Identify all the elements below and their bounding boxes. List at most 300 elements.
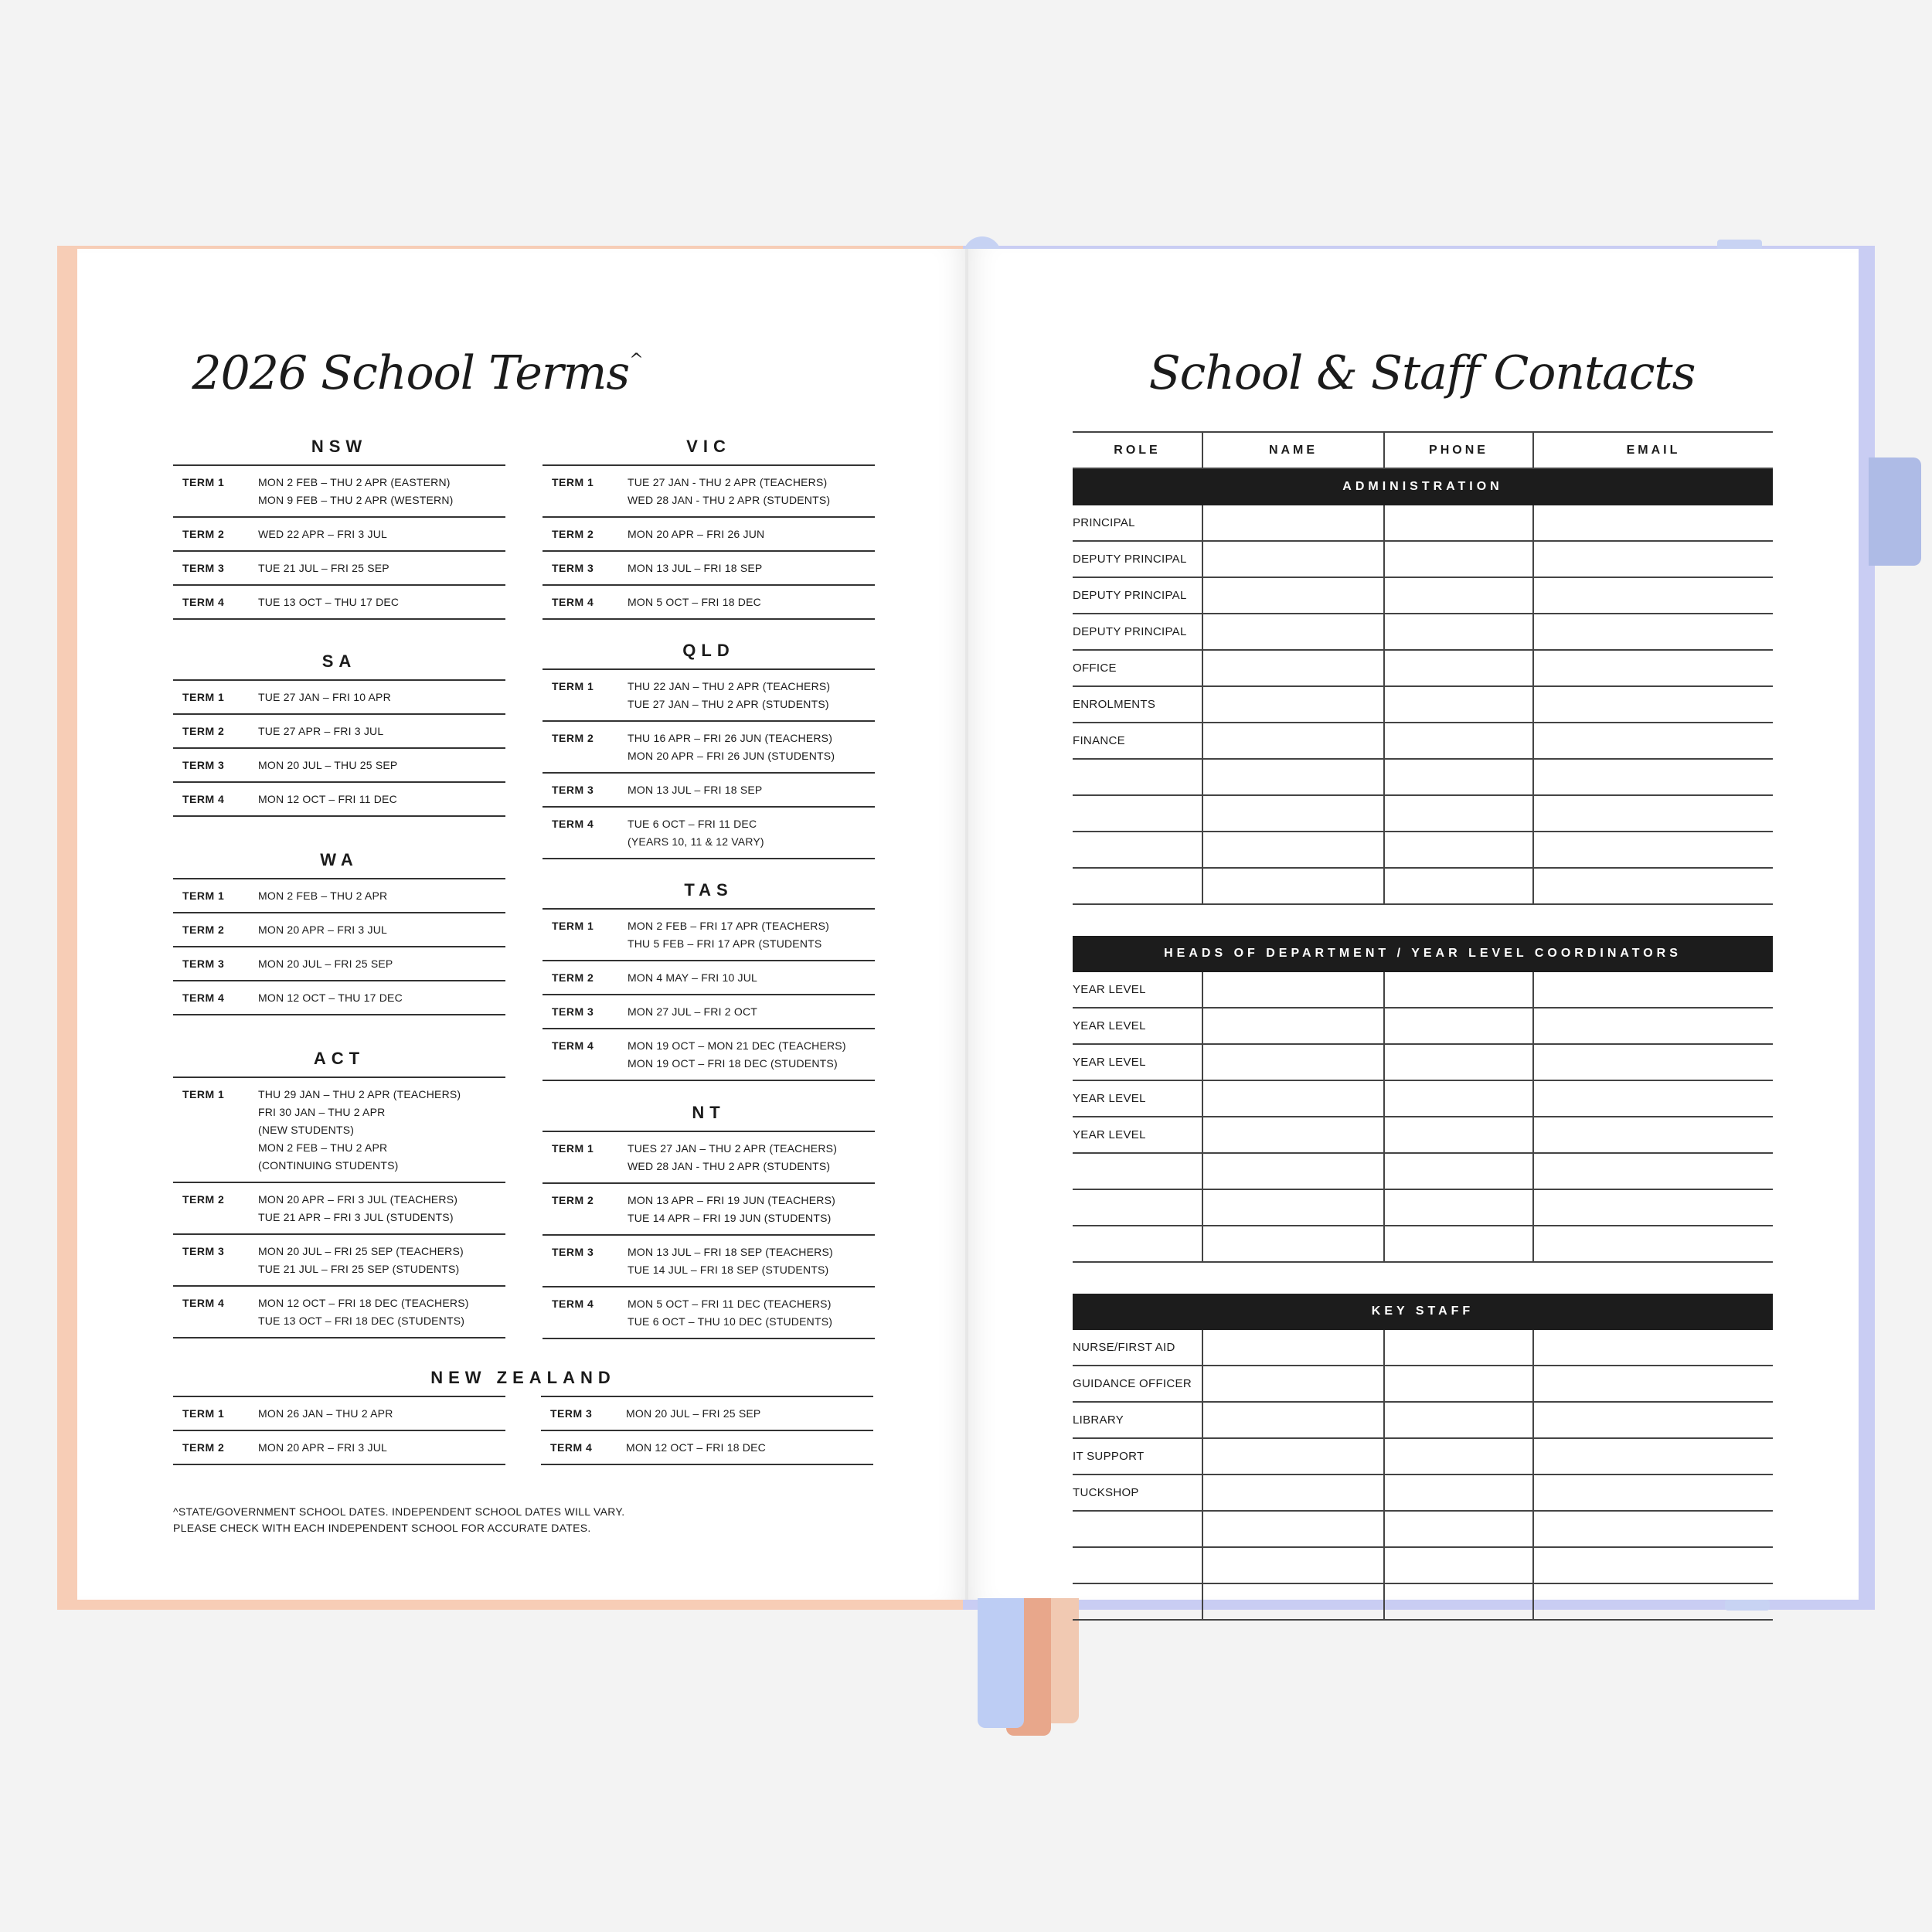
term-date-line: TUE 21 JUL – FRI 25 SEP <box>258 562 389 574</box>
group-band <box>1073 468 1773 505</box>
nz-terms-left <box>173 1396 505 1465</box>
email-cell[interactable] <box>1533 1547 1773 1583</box>
email-cell[interactable] <box>1533 759 1773 795</box>
term-date-line: (YEARS 10, 11 & 12 VARY) <box>628 835 764 848</box>
phone-cell[interactable] <box>1384 1044 1533 1080</box>
term-label: TERM 1 <box>552 920 594 932</box>
name-cell[interactable] <box>1202 505 1384 541</box>
term-date-line: TUE 14 JUL – FRI 18 SEP (STUDENTS) <box>628 1264 829 1276</box>
term-row <box>543 586 875 620</box>
term-row <box>543 1184 875 1236</box>
term-row <box>543 670 875 722</box>
term-date-line: TUE 27 JAN – FRI 10 APR <box>258 691 391 703</box>
term-date-line: TUE 21 APR – FRI 3 JUL (STUDENTS) <box>258 1211 454 1223</box>
term-label: TERM 3 <box>182 562 225 574</box>
term-label: TERM 2 <box>182 1193 225 1206</box>
term-date-line: MON 20 JUL – THU 25 SEP <box>258 759 398 771</box>
term-label: TERM 3 <box>552 1246 594 1258</box>
email-cell[interactable] <box>1533 1044 1773 1080</box>
term-label: TERM 4 <box>552 818 594 830</box>
term-dates <box>628 594 875 611</box>
term-dates <box>258 989 505 1007</box>
term-row <box>543 808 875 859</box>
term-date-line: MON 13 JUL – FRI 18 SEP <box>628 784 763 796</box>
email-cell[interactable] <box>1533 686 1773 723</box>
term-dates <box>628 781 875 799</box>
term-date-line: THU 16 APR – FRI 26 JUN (TEACHERS) <box>628 732 833 744</box>
role-cell: YEAR LEVEL <box>1073 1080 1202 1117</box>
role-cell <box>1073 868 1202 904</box>
contact-row <box>1073 1438 1773 1475</box>
section-heading: ACT <box>173 1049 505 1078</box>
term-dates <box>628 730 875 765</box>
contact-row <box>1073 1153 1773 1189</box>
page-tab[interactable] <box>1869 457 1921 566</box>
term-dates <box>628 1003 875 1021</box>
role-cell <box>1073 1511 1202 1547</box>
email-cell[interactable] <box>1533 614 1773 650</box>
phone-cell[interactable] <box>1384 1080 1533 1117</box>
term-label: TERM 4 <box>552 1298 594 1310</box>
term-date-line: MON 19 OCT – MON 21 DEC (TEACHERS) <box>628 1039 846 1052</box>
name-cell[interactable] <box>1202 1226 1384 1262</box>
column-header-role: ROLE <box>1073 432 1202 468</box>
term-date-line: MON 2 FEB – THU 2 APR <box>258 889 388 902</box>
term-date-line: MON 26 JAN – THU 2 APR <box>258 1407 393 1420</box>
name-cell[interactable] <box>1202 1366 1384 1402</box>
term-dates <box>628 969 875 987</box>
phone-cell[interactable] <box>1384 1366 1533 1402</box>
name-cell[interactable] <box>1202 577 1384 614</box>
term-label: TERM 1 <box>182 889 225 902</box>
group-heading: HEADS OF DEPARTMENT / YEAR LEVEL COORDINATORS <box>1073 936 1773 971</box>
term-label: TERM 2 <box>552 528 594 540</box>
term-row <box>173 947 505 981</box>
term-row <box>543 910 875 961</box>
footnote-line: PLEASE CHECK WITH EACH INDEPENDENT SCHOOL FOR ACCURATE DATES. <box>173 1522 591 1534</box>
term-date-line: TUE 27 APR – FRI 3 JUL <box>258 725 384 737</box>
name-cell[interactable] <box>1202 868 1384 904</box>
phone-cell[interactable] <box>1384 1117 1533 1153</box>
term-dates <box>258 1405 505 1423</box>
role-cell: YEAR LEVEL <box>1073 1044 1202 1080</box>
term-label: TERM 2 <box>182 528 225 540</box>
term-dates <box>258 955 505 973</box>
email-cell[interactable] <box>1533 1583 1773 1620</box>
contact-row <box>1073 971 1773 1008</box>
group-spacer <box>1073 1262 1773 1294</box>
term-date-line: MON 20 APR – FRI 3 JUL <box>258 923 388 936</box>
name-cell[interactable] <box>1202 971 1384 1008</box>
term-dates <box>626 1405 873 1423</box>
name-cell[interactable] <box>1202 1438 1384 1475</box>
role-cell: FINANCE <box>1073 723 1202 759</box>
name-cell[interactable] <box>1202 1189 1384 1226</box>
name-cell[interactable] <box>1202 614 1384 650</box>
spine <box>965 249 968 1600</box>
term-date-line: (CONTINUING STUDENTS) <box>258 1159 399 1172</box>
role-cell: DEPUTY PRINCIPAL <box>1073 577 1202 614</box>
phone-cell[interactable] <box>1384 614 1533 650</box>
name-cell[interactable] <box>1202 1511 1384 1547</box>
email-cell[interactable] <box>1533 1438 1773 1475</box>
term-date-line: MON 12 OCT – FRI 18 DEC (TEACHERS) <box>258 1297 469 1309</box>
term-row <box>173 681 505 715</box>
term-date-line: TUE 21 JUL – FRI 25 SEP (STUDENTS) <box>258 1263 460 1275</box>
term-label: TERM 3 <box>550 1407 593 1420</box>
contact-row <box>1073 1117 1773 1153</box>
term-dates <box>628 917 875 953</box>
term-label: TERM 3 <box>552 784 594 796</box>
name-cell[interactable] <box>1202 759 1384 795</box>
phone-cell[interactable] <box>1384 1226 1533 1262</box>
term-label: TERM 1 <box>182 476 225 488</box>
contact-row <box>1073 1080 1773 1117</box>
email-cell[interactable] <box>1533 505 1773 541</box>
term-date-line: MON 4 MAY – FRI 10 JUL <box>628 971 758 984</box>
term-label: TERM 3 <box>182 1245 225 1257</box>
term-label: TERM 4 <box>182 596 225 608</box>
spacer-cell <box>1073 904 1773 936</box>
term-date-line: MON 20 JUL – FRI 25 SEP (TEACHERS) <box>258 1245 464 1257</box>
term-row <box>173 1287 505 1338</box>
name-cell[interactable] <box>1202 1402 1384 1438</box>
term-label: TERM 2 <box>182 923 225 936</box>
qld-terms <box>543 641 875 859</box>
phone-cell[interactable] <box>1384 759 1533 795</box>
role-cell: LIBRARY <box>1073 1402 1202 1438</box>
term-dates <box>628 474 875 509</box>
term-row <box>173 1235 505 1287</box>
role-cell: NURSE/FIRST AID <box>1073 1329 1202 1366</box>
phone-cell[interactable] <box>1384 1438 1533 1475</box>
term-date-line: MON 27 JUL – FRI 2 OCT <box>628 1005 758 1018</box>
name-cell[interactable] <box>1202 795 1384 832</box>
term-row <box>543 995 875 1029</box>
term-date-line: MON 12 OCT – FRI 11 DEC <box>258 793 397 805</box>
term-dates <box>628 1243 875 1279</box>
email-cell[interactable] <box>1533 795 1773 832</box>
phone-cell[interactable] <box>1384 1511 1533 1547</box>
term-date-line: MON 13 JUL – FRI 18 SEP <box>628 562 763 574</box>
term-row <box>173 1078 505 1183</box>
email-cell[interactable] <box>1533 723 1773 759</box>
group-band <box>1073 1294 1773 1329</box>
term-date-line: MON 13 JUL – FRI 18 SEP (TEACHERS) <box>628 1246 833 1258</box>
section-heading: NT <box>543 1103 875 1132</box>
role-cell: DEPUTY PRINCIPAL <box>1073 614 1202 650</box>
term-date-line: WED 28 JAN - THU 2 APR (STUDENTS) <box>628 1160 831 1172</box>
name-cell[interactable] <box>1202 1153 1384 1189</box>
contact-row <box>1073 650 1773 686</box>
term-row <box>541 1397 873 1431</box>
contact-row <box>1073 1189 1773 1226</box>
term-label: TERM 1 <box>182 691 225 703</box>
column-header-email: EMAIL <box>1533 432 1773 468</box>
email-cell[interactable] <box>1533 1117 1773 1153</box>
term-label: TERM 3 <box>552 562 594 574</box>
email-cell[interactable] <box>1533 868 1773 904</box>
phone-cell[interactable] <box>1384 1475 1533 1511</box>
name-cell[interactable] <box>1202 1080 1384 1117</box>
role-cell <box>1073 1189 1202 1226</box>
term-date-line: MON 2 FEB – FRI 17 APR (TEACHERS) <box>628 920 829 932</box>
term-dates <box>258 1191 505 1226</box>
email-cell[interactable] <box>1533 1366 1773 1402</box>
name-cell[interactable] <box>1202 723 1384 759</box>
group-spacer <box>1073 904 1773 936</box>
term-dates <box>628 1140 875 1175</box>
term-row <box>173 913 505 947</box>
phone-cell[interactable] <box>1384 795 1533 832</box>
contact-row <box>1073 1475 1773 1511</box>
role-cell: PRINCIPAL <box>1073 505 1202 541</box>
role-cell <box>1073 1226 1202 1262</box>
phone-cell[interactable] <box>1384 868 1533 904</box>
name-cell[interactable] <box>1202 832 1384 868</box>
contact-row <box>1073 1044 1773 1080</box>
term-label: TERM 1 <box>552 1142 594 1155</box>
term-date-line: TUE 6 OCT – FRI 11 DEC <box>628 818 757 830</box>
term-date-line: TUE 13 OCT – FRI 18 DEC (STUDENTS) <box>258 1315 465 1327</box>
term-date-line: THU 29 JAN – THU 2 APR (TEACHERS) <box>258 1088 461 1100</box>
contact-row <box>1073 795 1773 832</box>
name-cell[interactable] <box>1202 1547 1384 1583</box>
contact-row <box>1073 541 1773 577</box>
term-row <box>173 749 505 783</box>
group-heading: ADMINISTRATION <box>1073 468 1773 505</box>
phone-cell[interactable] <box>1384 686 1533 723</box>
term-label: TERM 2 <box>182 725 225 737</box>
term-label: TERM 4 <box>182 992 225 1004</box>
term-label: TERM 2 <box>552 732 594 744</box>
term-dates <box>626 1439 873 1457</box>
term-dates <box>628 678 875 713</box>
phone-cell[interactable] <box>1384 577 1533 614</box>
term-dates <box>258 723 505 740</box>
name-cell[interactable] <box>1202 650 1384 686</box>
email-cell[interactable] <box>1533 1153 1773 1189</box>
term-dates <box>258 921 505 939</box>
term-dates <box>258 474 505 509</box>
phone-cell[interactable] <box>1384 1153 1533 1189</box>
term-row <box>173 783 505 817</box>
contact-row <box>1073 1008 1773 1044</box>
term-date-line: MON 20 JUL – FRI 25 SEP <box>258 957 393 970</box>
contact-row <box>1073 1329 1773 1366</box>
role-cell <box>1073 832 1202 868</box>
phone-cell[interactable] <box>1384 1329 1533 1366</box>
term-label: TERM 4 <box>182 1297 225 1309</box>
name-cell[interactable] <box>1202 686 1384 723</box>
email-cell[interactable] <box>1533 650 1773 686</box>
contact-row <box>1073 759 1773 795</box>
footnote-line: ^STATE/GOVERNMENT SCHOOL DATES. INDEPENDENT SCHOOL DATES WILL VARY. <box>173 1505 625 1518</box>
email-cell[interactable] <box>1533 971 1773 1008</box>
column-header-name: NAME <box>1202 432 1384 468</box>
term-row <box>173 879 505 913</box>
phone-cell[interactable] <box>1384 832 1533 868</box>
section-heading: VIC <box>543 437 875 466</box>
ribbon-bookmark-blue[interactable] <box>978 1598 1024 1728</box>
role-cell: ENROLMENTS <box>1073 686 1202 723</box>
role-cell <box>1073 795 1202 832</box>
term-row <box>543 518 875 552</box>
term-row <box>541 1431 873 1465</box>
role-cell: DEPUTY PRINCIPAL <box>1073 541 1202 577</box>
role-cell: YEAR LEVEL <box>1073 1008 1202 1044</box>
term-dates <box>258 1439 505 1457</box>
email-cell[interactable] <box>1533 541 1773 577</box>
email-cell[interactable] <box>1533 1511 1773 1547</box>
term-dates <box>258 887 505 905</box>
term-date-line: WED 22 APR – FRI 3 JUL <box>258 528 388 540</box>
term-date-line: THU 22 JAN – THU 2 APR (TEACHERS) <box>628 680 831 692</box>
term-row <box>543 552 875 586</box>
contact-row <box>1073 577 1773 614</box>
term-label: TERM 1 <box>182 1407 225 1420</box>
term-dates <box>628 526 875 543</box>
term-date-line: MON 20 APR – FRI 26 JUN (STUDENTS) <box>628 750 835 762</box>
section-heading: WA <box>173 850 505 879</box>
term-row <box>543 1236 875 1287</box>
term-label: TERM 1 <box>182 1088 225 1100</box>
term-dates <box>258 689 505 706</box>
column-header-phone: PHONE <box>1384 432 1533 468</box>
wa-terms <box>173 850 505 1015</box>
sa-terms <box>173 651 505 817</box>
role-cell: YEAR LEVEL <box>1073 1117 1202 1153</box>
contact-row <box>1073 723 1773 759</box>
term-date-line: TUE 6 OCT – THU 10 DEC (STUDENTS) <box>628 1315 833 1328</box>
phone-cell[interactable] <box>1384 723 1533 759</box>
role-cell <box>1073 1547 1202 1583</box>
term-date-line: MON 2 FEB – THU 2 APR <box>258 1141 388 1154</box>
term-row <box>173 1183 505 1235</box>
email-cell[interactable] <box>1533 832 1773 868</box>
term-label: TERM 4 <box>552 1039 594 1052</box>
email-cell[interactable] <box>1533 1226 1773 1262</box>
term-date-line: MON 19 OCT – FRI 18 DEC (STUDENTS) <box>628 1057 838 1070</box>
term-date-line: MON 13 APR – FRI 19 JUN (TEACHERS) <box>628 1194 835 1206</box>
section-heading: SA <box>173 651 505 681</box>
section-heading: NEW ZEALAND <box>430 1368 616 1387</box>
phone-cell[interactable] <box>1384 1547 1533 1583</box>
term-row <box>543 722 875 774</box>
term-date-line: MON 2 FEB – THU 2 APR (EASTERN) <box>258 476 451 488</box>
term-date-line: MON 9 FEB – THU 2 APR (WESTERN) <box>258 494 454 506</box>
term-label: TERM 2 <box>182 1441 225 1454</box>
contacts-table <box>1073 431 1773 1621</box>
term-date-line: WED 28 JAN - THU 2 APR (STUDENTS) <box>628 494 831 506</box>
term-row <box>543 1287 875 1339</box>
email-cell[interactable] <box>1533 1080 1773 1117</box>
new-zealand-terms <box>173 1368 873 1465</box>
email-cell[interactable] <box>1533 1475 1773 1511</box>
email-cell[interactable] <box>1533 1189 1773 1226</box>
term-label: TERM 2 <box>552 971 594 984</box>
phone-cell[interactable] <box>1384 505 1533 541</box>
term-row <box>543 961 875 995</box>
role-cell: IT SUPPORT <box>1073 1438 1202 1475</box>
term-date-line: MON 5 OCT – FRI 11 DEC (TEACHERS) <box>628 1298 832 1310</box>
role-cell: GUIDANCE OFFICER <box>1073 1366 1202 1402</box>
email-cell[interactable] <box>1533 1329 1773 1366</box>
term-dates <box>628 1192 875 1227</box>
term-label: TERM 4 <box>550 1441 593 1454</box>
term-dates <box>258 594 505 611</box>
spacer-cell <box>1073 1262 1773 1294</box>
nsw-terms <box>173 437 505 620</box>
email-cell[interactable] <box>1533 1008 1773 1044</box>
term-row <box>173 518 505 552</box>
phone-cell[interactable] <box>1384 1008 1533 1044</box>
contact-row <box>1073 1366 1773 1402</box>
term-date-line: MON 12 OCT – THU 17 DEC <box>258 992 403 1004</box>
nt-terms <box>543 1103 875 1339</box>
section-heading: QLD <box>543 641 875 670</box>
term-dates <box>258 526 505 543</box>
term-label: TERM 1 <box>552 476 594 488</box>
term-date-line: (NEW STUDENTS) <box>258 1124 355 1136</box>
name-cell[interactable] <box>1202 1475 1384 1511</box>
phone-cell[interactable] <box>1384 650 1533 686</box>
vic-terms <box>543 437 875 620</box>
phone-cell[interactable] <box>1384 1583 1533 1620</box>
term-row <box>543 1132 875 1184</box>
contact-row <box>1073 614 1773 650</box>
contact-row <box>1073 1583 1773 1620</box>
term-date-line: TUE 14 APR – FRI 19 JUN (STUDENTS) <box>628 1212 832 1224</box>
term-date-line: TUE 27 JAN - THU 2 APR (TEACHERS) <box>628 476 828 488</box>
name-cell[interactable] <box>1202 1008 1384 1044</box>
name-cell[interactable] <box>1202 1583 1384 1620</box>
role-cell: OFFICE <box>1073 650 1202 686</box>
term-label: TERM 2 <box>552 1194 594 1206</box>
name-cell[interactable] <box>1202 541 1384 577</box>
tas-terms <box>543 880 875 1081</box>
school-terms-title: 2026 School Terms^ <box>192 346 643 400</box>
nz-terms-right <box>541 1396 873 1465</box>
email-cell[interactable] <box>1533 577 1773 614</box>
term-dates <box>258 757 505 774</box>
email-cell[interactable] <box>1533 1402 1773 1438</box>
phone-cell[interactable] <box>1384 1402 1533 1438</box>
term-dates <box>258 1243 505 1278</box>
term-row <box>173 1431 505 1465</box>
term-label: TERM 3 <box>552 1005 594 1018</box>
phone-cell[interactable] <box>1384 541 1533 577</box>
role-cell <box>1073 1583 1202 1620</box>
contact-row <box>1073 832 1773 868</box>
term-dates <box>628 1295 875 1331</box>
term-dates <box>258 1086 505 1175</box>
role-cell <box>1073 1153 1202 1189</box>
name-cell[interactable] <box>1202 1329 1384 1366</box>
section-heading: NSW <box>173 437 505 466</box>
term-row <box>543 774 875 808</box>
term-dates <box>628 815 875 851</box>
phone-cell[interactable] <box>1384 971 1533 1008</box>
role-cell: TUCKSHOP <box>1073 1475 1202 1511</box>
term-row <box>173 586 505 620</box>
phone-cell[interactable] <box>1384 1189 1533 1226</box>
term-dates <box>628 560 875 577</box>
term-row <box>173 552 505 586</box>
name-cell[interactable] <box>1202 1117 1384 1153</box>
name-cell[interactable] <box>1202 1044 1384 1080</box>
term-date-line: THU 5 FEB – FRI 17 APR (STUDENTS <box>628 937 822 950</box>
